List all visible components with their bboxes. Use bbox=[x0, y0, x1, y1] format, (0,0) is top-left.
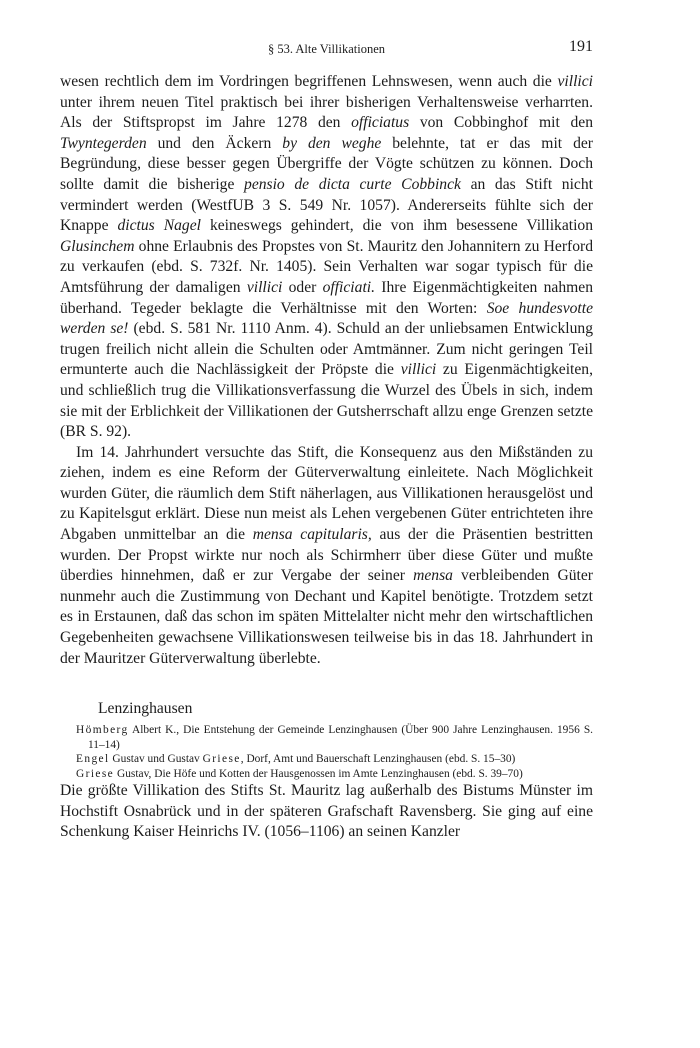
bibliography-entry: Griese Gustav, Die Höfe und Kotten der Hausgenossen im Amte Lenzinghausen (ebd. S. 39–70) bbox=[76, 767, 523, 780]
running-title: § 53. Alte Villikationen bbox=[267, 42, 386, 56]
bibliography-entry: Hömberg Albert K., Die Entstehung der Gemeinde Lenzinghausen (Über 900 Jahre Lenzinghausen. 1956 S. 11–14) bbox=[76, 724, 593, 751]
latin-term: villici bbox=[246, 278, 283, 296]
bib-author: Hömberg bbox=[76, 724, 129, 737]
latin-term: mensa capitularis, bbox=[252, 526, 372, 544]
document-page bbox=[60, 38, 593, 843]
latin-term: officiatus bbox=[351, 114, 410, 132]
bibliography-entry: Engel Gustav und Gustav Griese, Dorf, Amt und Bauerschaft Lenzinghausen (ebd. S. 15–30) bbox=[76, 753, 516, 766]
page-number: 191 bbox=[569, 38, 593, 55]
latin-term: dictus Nagel bbox=[117, 217, 201, 235]
place-name: Glusinchem bbox=[60, 237, 135, 255]
body-text bbox=[60, 72, 593, 843]
latin-term: officiati. bbox=[322, 278, 376, 296]
quoted-phrase: Soe hundesvotte werden se! bbox=[60, 299, 593, 338]
latin-term: villici bbox=[557, 73, 593, 90]
latin-term: villici bbox=[400, 361, 437, 379]
page-header bbox=[60, 38, 593, 60]
latin-term: pensio de dicta curte Cobbinck bbox=[244, 175, 461, 193]
quoted-phrase: by den weghe bbox=[282, 134, 382, 152]
paragraph-3: Die größte Villikation des Stifts St. Mauritz lag außerhalb des Bistums Münster im Hochstift Osnabrück und in der späteren Grafschaft Ravensberg. Sie ging auf eine Schenkung Kaiser Heinrichs IV. (1056–1106) an seinen Kanzler bbox=[60, 782, 593, 841]
paragraph-1: wesen rechtlich dem im Vordringen begriffenen Lehnswesen, wenn auch die villici unter ihrem neuen Titel praktisch bei ihrer bisherigen Verhaltensweise verharrten. Als der Stiftspropst im Jahre 1278 den officiatus von Cobbinghof mit den Twyntegerden und den Äckern by den weghe belehnte, tat er das mit der Begründung, diese besser gegen Übergriffe der Vögte schützen zu können. Doch sollte damit die bisherige pensio de dicta curte Cobbinck an das Stift nicht vermindert werden (WestfUB 3 S. 549 Nr. 1057). Andererseits fühlte sich der Knappe dictus Nagel keineswegs gehindert, die von ihm besessene Villikation Glusinchem ohne Erlaubnis des Propstes von St. Mauritz den Johannitern zu Herford zu verkaufen (ebd. S. 732f. Nr. 1405). Sein Verhalten war sogar typisch für die Amtsführung der damaligen villici oder officiati. Ihre Eigenmächtigkeiten nahmen überhand. Tegeder beklagte die Verhältnisse mit den Worten: Soe hundesvotte werden se! (ebd. S. 581 Nr. 1110 Anm. 4). Schuld an der unliebsamen Entwicklung trugen freilich nicht allein die Schulten oder Amtmänner. Zum nicht geringen Teil ermunterte auch die Nachlässigkeit der Pröpste die villici zu Eigenmächtigkeiten, und schließlich trug die Villikationsverfassung die Wurzel des Übels in sich, indem sie mit der Erblichkeit der Villikationen der Gutsherrschaft allzu enge Grenzen setzte (BR S. 92). bbox=[60, 73, 593, 441]
bibliography bbox=[76, 723, 593, 781]
bib-author: Griese bbox=[76, 767, 115, 780]
bib-author: Engel bbox=[76, 753, 110, 766]
place-name: Twyntegerden bbox=[60, 134, 147, 152]
latin-term: mensa bbox=[413, 567, 453, 585]
section-title: Lenzinghausen bbox=[98, 700, 193, 718]
paragraph-2: Im 14. Jahrhundert versuchte das Stift, die Konsequenz aus den Mißständen zu ziehen, indem es eine Reform der Güterverwaltung einleitete. Nach Möglichkeit wurden Güter, die räumlich dem Stift näherlagen, aus Villikationen herausgelöst und zu Kapitelsgut erklärt. Diese nun meist als Lehen vergebenen Güter entrichteten ihre Abgaben unmittelbar an die mensa capitularis, aus der die Präsentien bestritten wurden. Der Propst wirkte nur noch als Schirmherr über diese Güter und mußte überdies hinnehmen, daß er zur Vergabe der seiner mensa verbleibenden Güter nunmehr auch die Zustimmung von Dechant und Kapitel benötigte. Trotzdem setzt es in Erstaunen, daß das schon im späten Mittelalter nicht mehr den wirtschaftlichen Gegebenheiten gewachsene Villikationswesen teilweise bis in das 18. Jahrhundert in der Mauritzer Güterverwaltung überlebte. bbox=[60, 443, 594, 667]
bib-author: Griese bbox=[202, 753, 241, 766]
